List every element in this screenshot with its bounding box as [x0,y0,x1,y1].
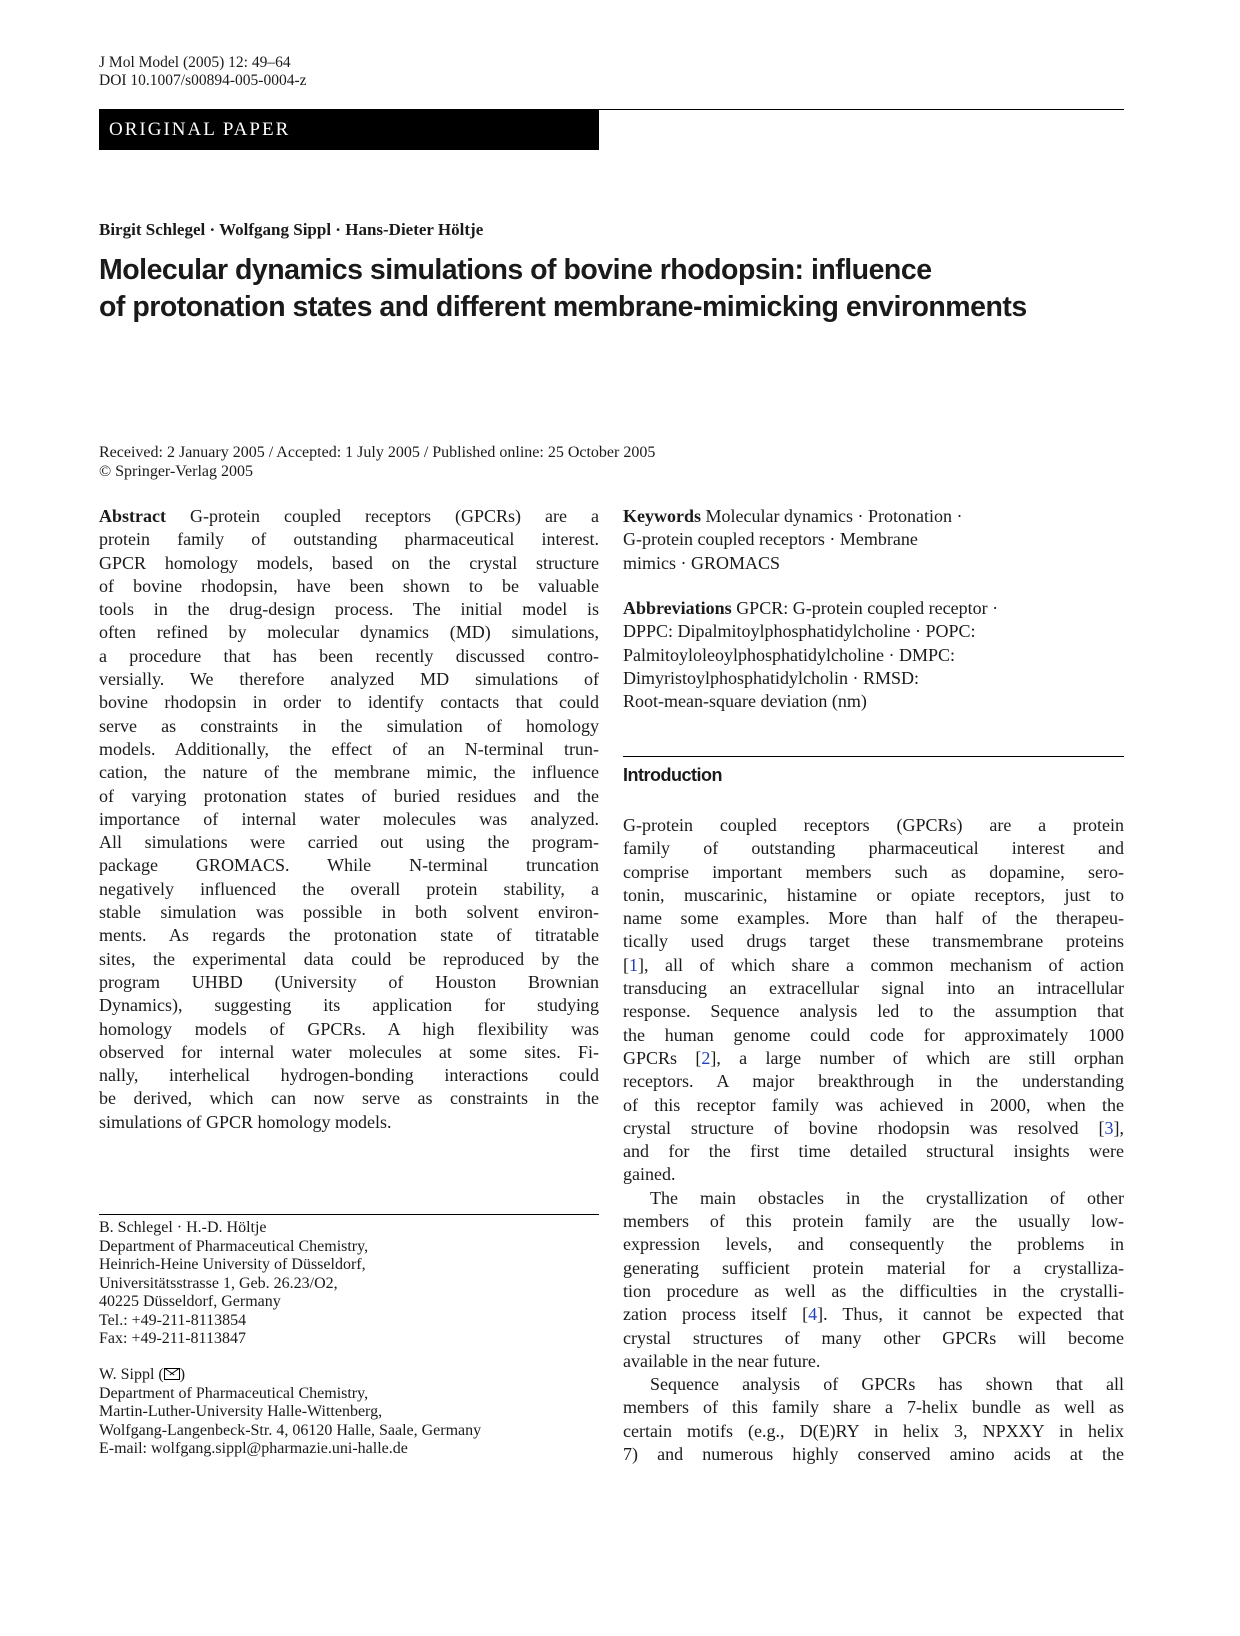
intro-line: crystal structures of many other GPCRs will become [623,1327,1124,1348]
abstract-line: serve as constraints in the simulation of homology [99,715,599,736]
intro-line: transducing an extracellular signal into an intracellular [623,978,1124,999]
affiliation-line: Martin-Luther-University Halle-Wittenberg, [99,1403,383,1420]
citation-link[interactable]: 4 [808,1304,818,1325]
intro-line: name some examples. More than half of the therapeu- [623,908,1124,929]
abstract-line: nally, interhelical hydrogen-bonding interactions could [99,1065,599,1086]
abbreviations-label: Abbreviations [623,598,732,618]
abstract-line: of bovine rhodopsin, have been shown to be valuable [99,575,599,596]
intro-line: available in the near future. [623,1350,821,1371]
abstract-line: All simulations were carried out using the program- [99,832,599,853]
intro-line: Sequence analysis of GPCRs has shown that all [650,1374,1124,1395]
affiliation-2 [99,1366,481,1459]
abstract-line: Dynamics), suggesting its application for studying [99,995,599,1016]
footnote-rule [99,1214,599,1215]
affiliation-line: Heinrich-Heine University of Düsseldorf, [99,1256,366,1273]
keywords-label: Keywords [623,506,701,526]
publication-dates [99,443,655,481]
abstract-line: a procedure that has been recently discussed contro- [99,645,599,666]
introduction-heading: Introduction [623,765,722,785]
copyright: © Springer-Verlag 2005 [99,463,254,480]
abstract-line: importance of internal water molecules was analyzed. [99,808,599,829]
abstract-line: versially. We therefore analyzed MD simulations of [99,669,599,690]
abstract-label: Abstract [99,506,166,526]
affiliation-line: Fax: +49-211-8113847 [99,1330,246,1347]
intro-line: receptors. A major breakthrough in the understanding [623,1071,1124,1092]
journal-citation: J Mol Model (2005) 12: 49–64 [99,54,291,71]
abstract-line: negatively influenced the overall protein stability, a [99,878,599,899]
intro-line: tically used drugs target these transmembrane proteins [623,931,1124,952]
abstract-line: GPCR homology models, based on the crystal structure [99,552,599,573]
intro-line: [1], all of which share a common mechanism of action [623,954,1124,975]
envelope-icon [164,1368,180,1380]
abstract-line: homology models of GPCRs. A high flexibility was [99,1018,599,1039]
affiliation-1 [99,1219,368,1349]
affiliation-line: Tel.: +49-211-8113854 [99,1311,247,1329]
intro-line: certain motifs (e.g., D(E)RY in helix 3, NPXXY in helix [623,1420,1124,1441]
citation-link[interactable]: 3 [1104,1117,1114,1138]
abstract-line: models. Additionally, the effect of an N-terminal trun- [99,738,599,759]
abstract-line: program UHBD (University of Houston Brownian [99,971,599,992]
intro-line: members of this family share a 7-helix bundle as well as [623,1397,1124,1418]
affiliation-line: 40225 Düsseldorf, Germany [99,1293,281,1310]
keywords-line: Keywords Molecular dynamics · Protonation · [623,506,963,526]
abbreviations [623,597,1124,713]
intro-line: gained. [623,1164,676,1185]
intro-line: GPCRs [2], a large number of which are still orphan [623,1047,1124,1068]
affiliation-line: W. Sippl ( ) [99,1366,186,1383]
intro-line: tonin, muscarinic, histamine or opiate receptors, just to [623,884,1124,905]
intro-line: members of this protein family are the usually low- [623,1211,1124,1232]
abstract-line: Abstract G-protein coupled receptors (GPCRs) are a [99,506,599,526]
abstract-line: simulations of GPCR homology models. [99,1111,392,1132]
abstract-line: tools in the drug-design process. The initial model is [99,599,599,620]
abstract-line: of varying protonation states of buried residues and the [99,785,599,806]
intro-line: of this receptor family was achieved in 2000, when the [623,1094,1124,1115]
abstract-line: protein family of outstanding pharmaceutical interest. [99,529,599,550]
affiliation-line: B. Schlegel · H.-D. Höltje [99,1219,267,1236]
journal-citation-block [99,54,307,90]
intro-line: crystal structure of bovine rhodopsin was resolved [3], [623,1117,1124,1138]
title-line: Molecular dynamics simulations of bovine rhodopsin: influence [99,254,932,286]
article-title [99,252,1129,326]
abbreviations-line: Root-mean-square deviation (nm) [623,691,867,712]
abstract-line: package GROMACS. While N-terminal truncation [99,855,599,876]
intro-line: response. Sequence analysis led to the assumption that [623,1001,1124,1022]
section-rule [623,756,1124,757]
abbreviations-line: DPPC: Dipalmitoylphosphatidylcholine · POPC: [623,621,976,642]
affiliation-line: Department of Pharmaceutical Chemistry, [99,1237,369,1255]
intro-line: generating sufficient protein material for a crystalliza- [623,1257,1124,1278]
affiliation-line: Department of Pharmaceutical Chemistry, [99,1384,369,1402]
doi: DOI 10.1007/s00894-005-0004-z [99,72,307,89]
abbreviations-line: Abbreviations GPCR: G-protein coupled receptor · [623,598,999,618]
abstract [99,505,599,1134]
intro-line: the human genome could code for approximately 1000 [623,1024,1124,1045]
abbreviations-line: Palmitoyloleoylphosphatidylcholine · DMPC: [623,644,955,665]
abstract-line: often refined by molecular dynamics (MD) simulations, [99,622,599,643]
intro-line: The main obstacles in the crystallization of other [650,1187,1124,1208]
abstract-line: observed for internal water molecules at some sites. Fi- [99,1041,599,1062]
abstract-line: sites, the experimental data could be reproduced by the [99,948,599,969]
intro-line: G-protein coupled receptors (GPCRs) are a protein [623,815,1124,835]
email-link[interactable]: E-mail: wolfgang.sippl@pharmazie.uni-halle.de [99,1440,408,1457]
keywords [623,505,1124,575]
keywords-line: mimics · GROMACS [623,552,781,573]
intro-line: 7) and numerous highly conserved amino acids at the [623,1444,1124,1465]
intro-line: expression levels, and consequently the problems in [623,1234,1124,1255]
abstract-line: cation, the nature of the membrane mimic, the influence [99,762,599,783]
affiliation-line: Universitätsstrasse 1, Geb. 26.23/O2, [99,1274,338,1292]
title-line: of protonation states and different membrane-mimicking environments [99,291,1027,323]
citation-link[interactable]: 2 [701,1047,711,1068]
intro-line: tion procedure as well as the difficulties in the crystalli- [623,1280,1124,1301]
intro-line: and for the first time detailed structural insights were [623,1141,1124,1162]
introduction-body [623,814,1124,1466]
intro-line: comprise important members such as dopamine, sero- [623,861,1124,882]
abstract-line: bovine rhodopsin in order to identify contacts that could [99,692,599,713]
author-list: Birgit Schlegel · Wolfgang Sippl · Hans-Dieter Höltje [99,220,484,239]
article-type-badge: ORIGINAL PAPER [99,110,599,150]
abstract-line: stable simulation was possible in both solvent environ- [99,902,599,923]
intro-line: family of outstanding pharmaceutical interest and [623,838,1124,859]
abbreviations-line: Dimyristoylphosphatidylcholin · RMSD: [623,667,920,688]
abstract-line: ments. As regards the protonation state of titratable [99,925,599,946]
citation-link[interactable]: 1 [629,954,638,975]
intro-line: zation process itself [4]. Thus, it cannot be expected that [623,1304,1124,1325]
affiliation-line: Wolfgang-Langenbeck-Str. 4, 06120 Halle, Saale, Germany [99,1421,482,1439]
keywords-line: G-protein coupled receptors · Membrane [623,529,918,550]
dates-line: Received: 2 January 2005 / Accepted: 1 July 2005 / Published online: 25 October 2005 [99,444,656,461]
abstract-line: be derived, which can now serve as constraints in the [99,1088,599,1109]
